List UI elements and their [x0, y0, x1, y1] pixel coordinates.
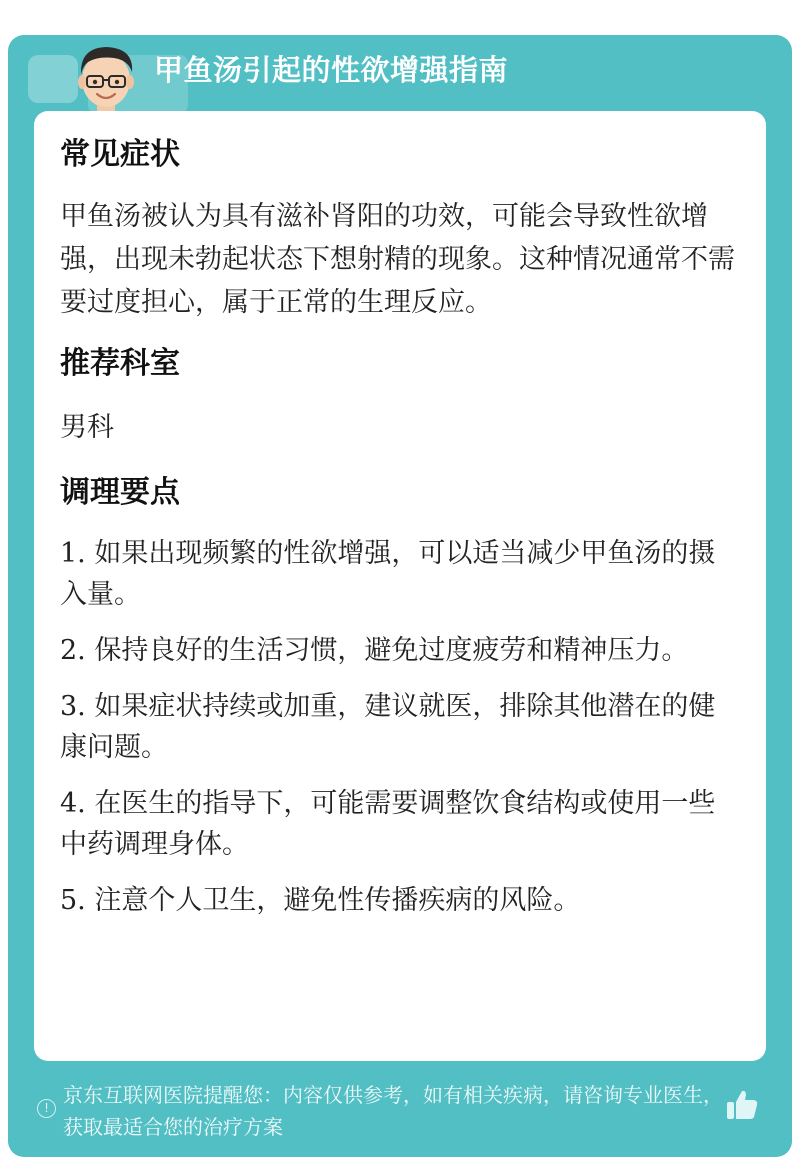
content-panel — [34, 111, 766, 1061]
list-item — [60, 880, 740, 921]
list-item-number: 1. — [60, 538, 86, 569]
list-item-text: 如果症状持续或加重，建议就医，排除其他潜在的健康问题。 — [60, 691, 716, 763]
thumbs-up-icon[interactable] — [724, 1087, 760, 1123]
care-points-list — [60, 533, 740, 921]
footer — [8, 1075, 792, 1155]
article-card — [8, 35, 792, 1157]
list-item-text: 保持良好的生活习惯，避免过度疲劳和精神压力。 — [94, 635, 689, 666]
list-item-number: 5. — [60, 885, 86, 916]
list-item-text: 如果出现频繁的性欲增强，可以适当减少甲鱼汤的摄入量。 — [60, 538, 716, 610]
list-item — [60, 630, 740, 671]
list-item — [60, 686, 740, 768]
list-item — [60, 533, 740, 615]
info-icon: ! — [37, 1099, 56, 1118]
section-title-symptoms: 常见症状 — [60, 137, 180, 172]
disclaimer-text: 京东互联网医院提醒您：内容仅供参考，如有相关疾病，请咨询专业医生，获取最适合您的治疗方案 — [63, 1083, 723, 1139]
list-item — [60, 783, 740, 865]
list-item-number: 2. — [60, 635, 86, 666]
list-item-number: 3. — [60, 691, 86, 722]
list-item-number: 4. — [60, 788, 86, 819]
section-body-department: 男科 — [60, 412, 114, 443]
section-body-symptoms: 甲鱼汤被认为具有滋补肾阳的功效，可能会导致性欲增强，出现未勃起状态下想射精的现象。这种情况通常不需要过度担心，属于正常的生理反应。 — [60, 201, 735, 318]
list-item-text: 注意个人卫生，避免性传播疾病的风险。 — [94, 885, 581, 916]
page-title: 甲鱼汤引起的性欲增强指南 — [154, 53, 509, 87]
section-title-care-points: 调理要点 — [60, 475, 180, 510]
list-item-text: 在医生的指导下，可能需要调整饮食结构或使用一些中药调理身体。 — [60, 788, 716, 860]
section-title-department: 推荐科室 — [60, 346, 180, 381]
